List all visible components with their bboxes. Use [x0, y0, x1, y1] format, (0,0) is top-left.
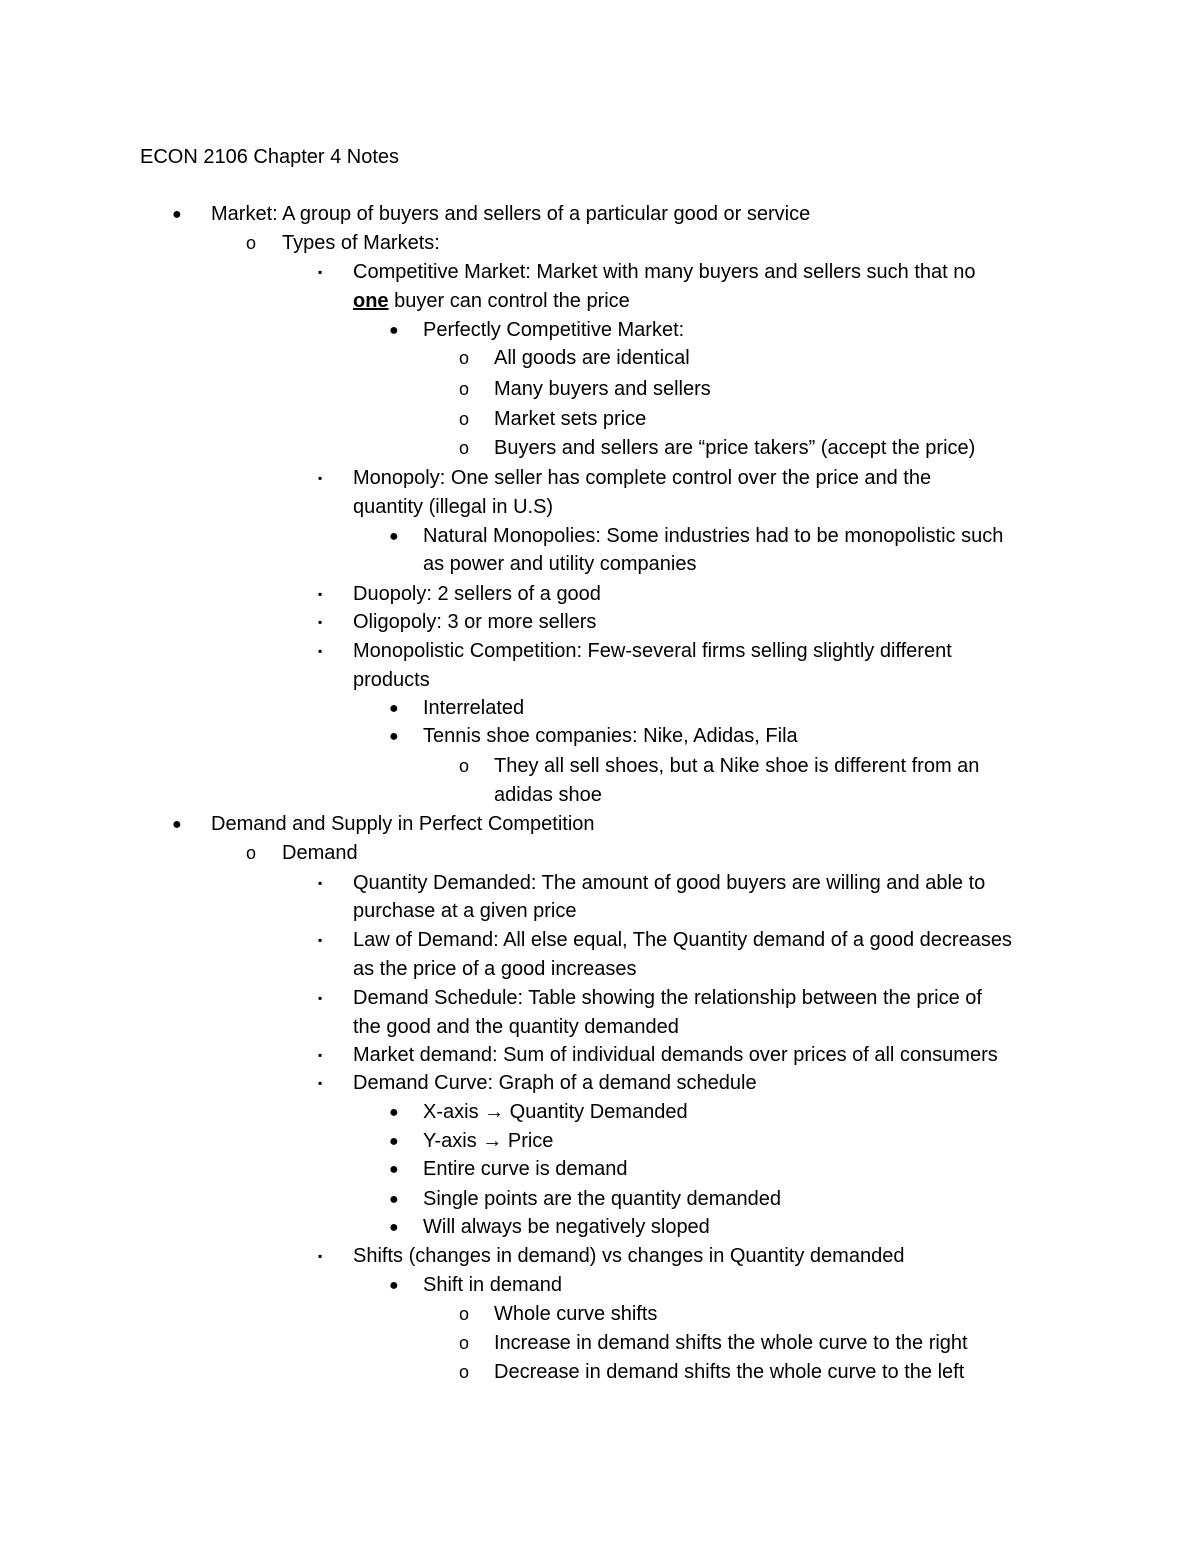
bullet-marker: ▪	[318, 265, 323, 279]
bullet-marker: o	[459, 1304, 470, 1324]
outline-line: Monopolistic Competition: Few-several firms selling slightly different	[353, 640, 952, 662]
bullet-marker: ●	[389, 1133, 399, 1150]
outline-line: purchase at a given price	[353, 900, 577, 922]
outline-line: Will always be negatively sloped	[423, 1216, 710, 1238]
outline-line: Demand Schedule: Table showing the relationship between the price of	[353, 987, 982, 1009]
bullet-marker: o	[459, 348, 470, 368]
outline-line	[423, 1098, 688, 1127]
outline-line: Quantity Demanded: The amount of good buyers are willing and able to	[353, 872, 986, 894]
outline-line: Market demand: Sum of individual demands over prices of all consumers	[353, 1044, 998, 1066]
bullet-marker: o	[459, 438, 470, 458]
outline-line: Shifts (changes in demand) vs changes in Quantity demanded	[353, 1245, 905, 1267]
bullet-marker: ●	[389, 1219, 399, 1236]
bullet-marker: o	[459, 756, 470, 776]
outline-line: Duopoly: 2 sellers of a good	[353, 583, 601, 605]
outline-line: Whole curve shifts	[494, 1303, 658, 1325]
bullet-marker: ●	[389, 1161, 399, 1178]
outline-line: Oligopoly: 3 or more sellers	[353, 611, 597, 633]
outline-line: Interrelated	[423, 697, 525, 719]
line-text: Price	[502, 1130, 554, 1152]
bullet-marker: ●	[389, 322, 399, 339]
bullet-marker: ●	[389, 1191, 399, 1208]
bullet-marker: ▪	[318, 1048, 323, 1062]
arrow-icon: →	[484, 1101, 505, 1123]
outline-line: Demand and Supply in Perfect Competition	[211, 813, 595, 835]
outline-line: They all sell shoes, but a Nike shoe is different from an	[494, 755, 980, 777]
bullet-marker: ●	[172, 206, 182, 223]
line-text: Quantity Demanded	[504, 1101, 688, 1123]
outline-line: Many buyers and sellers	[494, 378, 711, 400]
outline-line: Types of Markets:	[282, 232, 440, 254]
outline-line: Natural Monopolies: Some industries had to be monopolistic such	[423, 525, 1004, 547]
bullet-marker: ▪	[318, 615, 323, 629]
outline-line: Increase in demand shifts the whole curve to the right	[494, 1332, 968, 1354]
bullet-marker: ●	[389, 1277, 399, 1294]
bullet-marker: ▪	[318, 876, 323, 890]
bullet-marker: ●	[389, 528, 399, 545]
bullet-marker: o	[459, 1362, 470, 1382]
outline-line: Tennis shoe companies: Nike, Adidas, Fila	[423, 725, 798, 747]
bullet-marker: ●	[389, 1104, 399, 1121]
outline-line: Demand	[282, 842, 358, 864]
bullet-marker: ▪	[318, 933, 323, 947]
outline-line	[423, 1127, 553, 1156]
line-text: Y-axis	[423, 1130, 483, 1152]
bullet-marker: o	[459, 409, 470, 429]
line-text: X-axis	[423, 1101, 485, 1123]
bullet-marker: ▪	[318, 1076, 323, 1090]
bullet-marker: o	[459, 1333, 470, 1353]
bullet-marker: ▪	[318, 644, 323, 658]
outline-line: Perfectly Competitive Market:	[423, 319, 685, 341]
outline-line: as the price of a good increases	[353, 958, 637, 980]
outline-line: Market: A group of buyers and sellers of a particular good or service	[211, 203, 811, 225]
arrow-icon: →	[482, 1130, 503, 1152]
bullet-marker: ▪	[318, 587, 323, 601]
bullet-marker: o	[246, 843, 257, 863]
bullet-marker: ●	[389, 728, 399, 745]
outline-line: Monopoly: One seller has complete control over the price and the	[353, 467, 932, 489]
bullet-marker: ●	[389, 700, 399, 717]
outline-line: as power and utility companies	[423, 553, 697, 575]
outline-line	[353, 287, 630, 316]
outline-line: the good and the quantity demanded	[353, 1016, 679, 1038]
outline-line: Law of Demand: All else equal, The Quantity demand of a good decreases	[353, 929, 1012, 951]
bullet-marker: ▪	[318, 471, 323, 485]
outline-line: Demand Curve: Graph of a demand schedule	[353, 1072, 757, 1094]
outline-line: All goods are identical	[494, 347, 690, 369]
outline-line: products	[353, 669, 430, 691]
bullet-marker: ●	[172, 816, 182, 833]
outline-line: quantity (illegal in U.S)	[353, 496, 554, 518]
line-text: buyer can control the price	[388, 290, 630, 312]
outline-line: Shift in demand	[423, 1274, 562, 1296]
outline-line: Single points are the quantity demanded	[423, 1188, 782, 1210]
outline-line: adidas shoe	[494, 784, 602, 806]
bullet-marker: o	[246, 233, 257, 253]
bullet-marker: ▪	[318, 1249, 323, 1263]
outline-line: Buyers and sellers are “price takers” (accept the price)	[494, 437, 976, 459]
page-title: ECON 2106 Chapter 4 Notes	[140, 146, 400, 168]
bullet-marker: o	[459, 379, 470, 399]
outline-line: Entire curve is demand	[423, 1158, 628, 1180]
outline-line: Decrease in demand shifts the whole curve to the left	[494, 1361, 965, 1383]
outline-line: Competitive Market: Market with many buyers and sellers such that no	[353, 261, 976, 283]
emphasized-word: one	[353, 290, 389, 312]
outline-line: Market sets price	[494, 408, 647, 430]
bullet-marker: ▪	[318, 991, 323, 1005]
